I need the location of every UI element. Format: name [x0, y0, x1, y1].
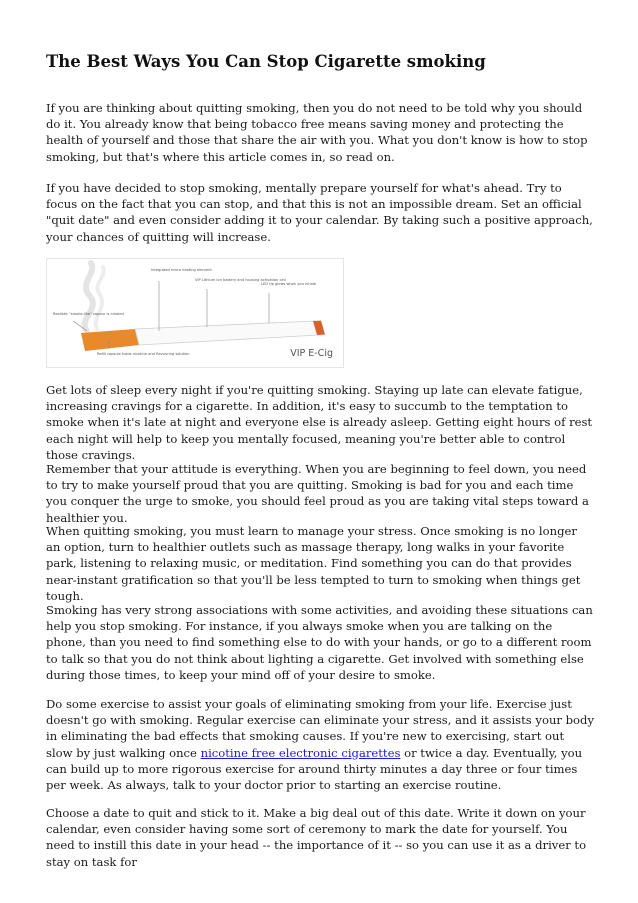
- label-battery: VIP Lithium ion battery and housing activation cell: [195, 278, 286, 282]
- paragraph-8: Choose a date to quit and stick to it. Make a big deal out of this date. Write it down on your calendar, even consider having some sort of ceremony to mark the date for yourself. You need to instill this date in your head -- the importance of it -- so you can use it as a driver to stay on task for: [46, 806, 587, 869]
- paragraph-7: [46, 696, 594, 793]
- body-shape: [135, 321, 319, 345]
- figure-brand-label: VIP E-Cig: [290, 348, 333, 359]
- paragraph-7-text-before: Do some exercise to assist your goals of eliminating smoking from your life. Exercise just doesn't go with smoking. Regular exercise can eliminate your stress, and it assists your body in eliminating the bad effects that smoking causes. If you're new to exercising, start out slow by just walking once: [46, 697, 595, 760]
- label-heating-element: Integrated micro heating element: [151, 268, 212, 272]
- label-led-tip: LED tip glows when you inhale: [261, 282, 317, 286]
- ecig-link[interactable]: nicotine free electronic cigarettes: [200, 745, 401, 760]
- paragraph-2: If you have decided to stop smoking, mentally prepare yourself for what's ahead. Try to focus on the fact that you can stop, and that this is not an impossible dream. Set an official "quit date" and even consider adding it to your calendar. By taking such a positive approach, your chances of quitting will increase.: [46, 181, 593, 244]
- page-title: The Best Ways You Can Stop Cigarette smoking: [46, 52, 486, 71]
- paragraph-5: When quitting smoking, you must learn to manage your stress. Once smoking is no longer an option, turn to healthier outlets such as massage therapy, long walks in your favorite park, listening to relaxing music, or meditation. Find something you can do that provides near-instant gratification so that you'll be less tempted to turn to smoking when things get tough.: [46, 524, 581, 603]
- label-refill-capsule: Refill capsule holds nicotine and flavouring solution: [97, 352, 190, 356]
- paragraph-1: If you are thinking about quitting smoking, then you do not need to be told why you should do it. You already know that being tobacco free means saving money and protecting the health of yourself and those that share the air with you. What you don't know is how to stop smoking, but that's where this article comes in, so read on.: [46, 101, 588, 164]
- paragraph-3: Get lots of sleep every night if you're quitting smoking. Staying up late can elevate fatigue, increasing cravings for a cigarette. In addition, it's easy to succumb to the temptation to smoke when it's late at night and everyone else is already asleep. Getting eight hours of rest each night will help to keep you mentally focused, meaning you're better able to control those cravings.: [46, 383, 593, 462]
- ecig-diagram-image: [46, 258, 344, 368]
- label-vapour: Realistic "smoke-like" vapour is inhaled: [53, 312, 124, 316]
- paragraph-4: Remember that your attitude is everything. When you are beginning to feel down, you need to try to make yourself proud that you are quitting. Smoking is bad for you and each time you conquer the urge to smoke, you should feel proud as you are taking vital steps toward a healthier you.: [46, 462, 589, 525]
- paragraph-7-text-after: or twice a day. Eventually, you can build up to more rigorous exercise for around thirty minutes a day three or four times per week. As always, talk to your doctor prior to starting an exercise routine.: [46, 745, 583, 793]
- paragraph-6: Smoking has very strong associations with some activities, and avoiding these situations can help you stop smoking. For instance, if you always smoke when you are talking on the phone, than you need to find something else to do with your hands, or go to a different room to talk so that you do not think about lighting a cigarette. Get involved with something else during those times, to keep your mind off of your desire to smoke.: [46, 603, 593, 682]
